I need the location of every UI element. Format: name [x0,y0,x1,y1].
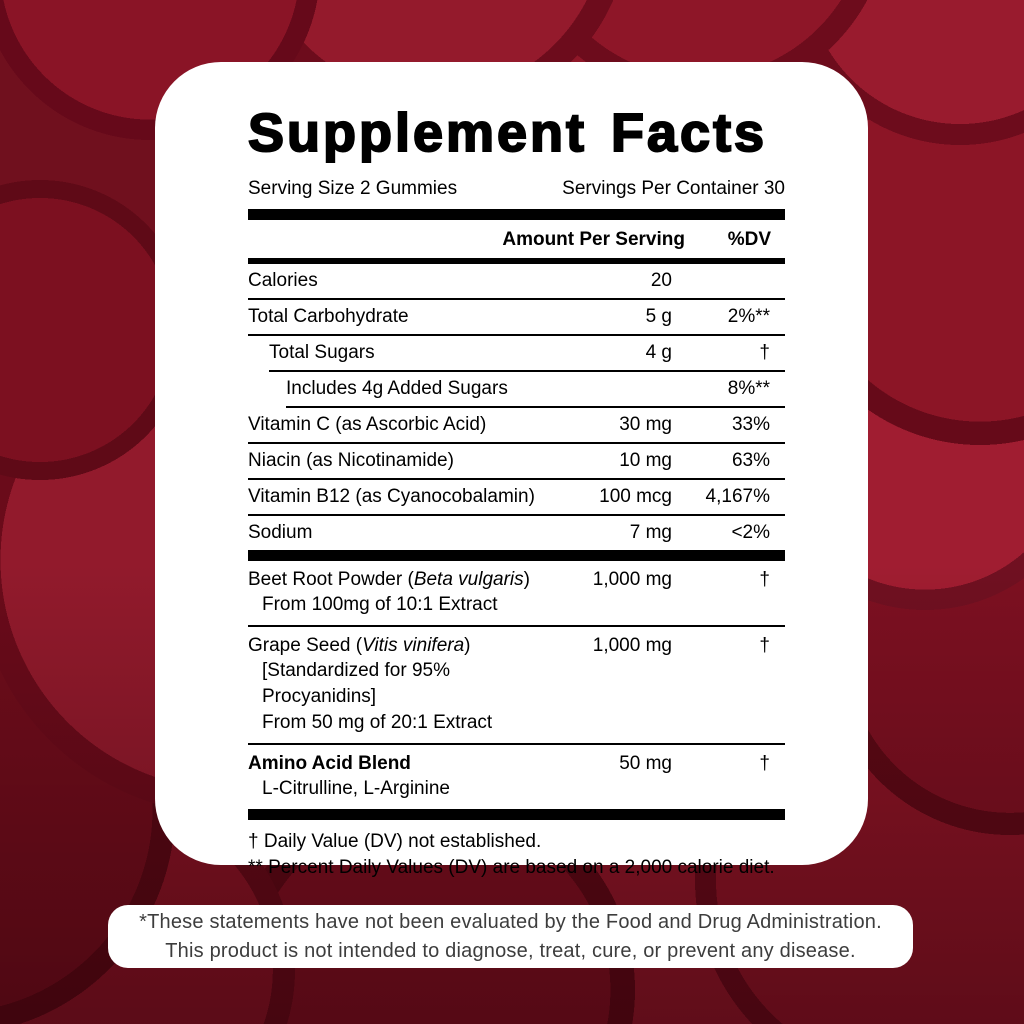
nutrient-table [248,264,785,550]
footnote-daily-value: † Daily Value (DV) not established. [248,831,542,852]
row-dv: 4,167% [705,486,770,507]
nutrient-row [248,300,785,336]
nutrient-row [248,516,785,550]
fda-disclaimer-banner [108,905,913,968]
ingredient-table [248,561,785,809]
nutrient-row [248,480,785,516]
row-dv: † [759,753,770,774]
row-name: Grape Seed (Vitis vinifera) [Standardized for 95% Procyanidins] From 50 mg of 20:1 Extract [248,633,565,736]
row-name: Calories [248,270,318,291]
ingredient-row [248,561,785,627]
row-dv: † [759,569,770,590]
row-amount: 4 g [645,342,672,363]
row-amount: 10 mg [619,450,672,471]
nutrient-row [248,264,785,300]
row-amount: 30 mg [619,414,672,435]
row-dv: † [759,342,770,363]
row-name: Total Carbohydrate [248,306,409,327]
row-dv: 33% [731,414,770,435]
supplement-facts-card [155,62,868,878]
row-subtext: From 100mg of 10:1 Extract [262,594,498,615]
row-amount: 1,000 mg [592,635,672,656]
row-name: Includes 4g Added Sugars [286,378,508,399]
row-subtext: [Standardized for 95% Procyanidins] [262,660,451,707]
row-name: Niacin (as Nicotinamide) [248,450,454,471]
row-amount: 7 mg [629,522,672,543]
divider-bar-top [248,209,785,220]
row-name: Vitamin C (as Ascorbic Acid) [248,414,487,435]
nutrient-row [248,408,785,444]
nutrient-row [286,372,785,408]
divider-bar-bottom [248,809,785,820]
row-amount: 100 mcg [599,486,672,507]
column-header-amount: Amount Per Serving [502,229,685,250]
row-name: Amino Acid Blend L-Citrulline, L-Arginine [248,751,565,802]
row-amount: 50 mg [619,753,672,774]
row-name: Vitamin B12 (as Cyanocobalamin) [248,486,535,507]
row-name: Total Sugars [269,342,375,363]
row-amount: 5 g [645,306,672,327]
row-amount: 1,000 mg [592,569,672,590]
nutrient-row [269,336,785,372]
row-subtext: L-Citrulline, L-Arginine [262,778,450,799]
row-dv: <2% [731,522,770,543]
disclaimer-line-1: *These statements have not been evaluated by the Food and Drug Administration. [139,910,882,933]
supplement-facts-title: Supplement Facts [248,103,768,163]
row-dv: 63% [731,450,770,471]
row-subtext: From 50 mg of 20:1 Extract [262,712,493,733]
row-dv: 8%** [727,378,770,399]
row-name: Beet Root Powder (Beta vulgaris) From 100mg of 10:1 Extract [248,567,565,618]
table-header-row [248,220,785,258]
servings-per-container: Servings Per Container 30 [562,178,785,199]
serving-info-row [248,178,785,200]
row-dv: † [759,635,770,656]
row-name: Sodium [248,522,313,543]
row-amount: 20 [650,270,672,291]
serving-size: Serving Size 2 Gummies [248,178,458,199]
column-header-dv: %DV [727,229,771,250]
row-dv: 2%** [727,306,770,327]
divider-bar-middle [248,550,785,561]
nutrient-row [248,444,785,480]
ingredient-row [248,627,785,745]
disclaimer-line-2: This product is not intended to diagnose, treat, cure, or prevent any disease. [165,939,856,962]
footnote-percent-dv: ** Percent Daily Values (DV) are based on a 2,000 calorie diet. [248,857,775,878]
footnotes [248,829,785,881]
ingredient-row [248,745,785,809]
